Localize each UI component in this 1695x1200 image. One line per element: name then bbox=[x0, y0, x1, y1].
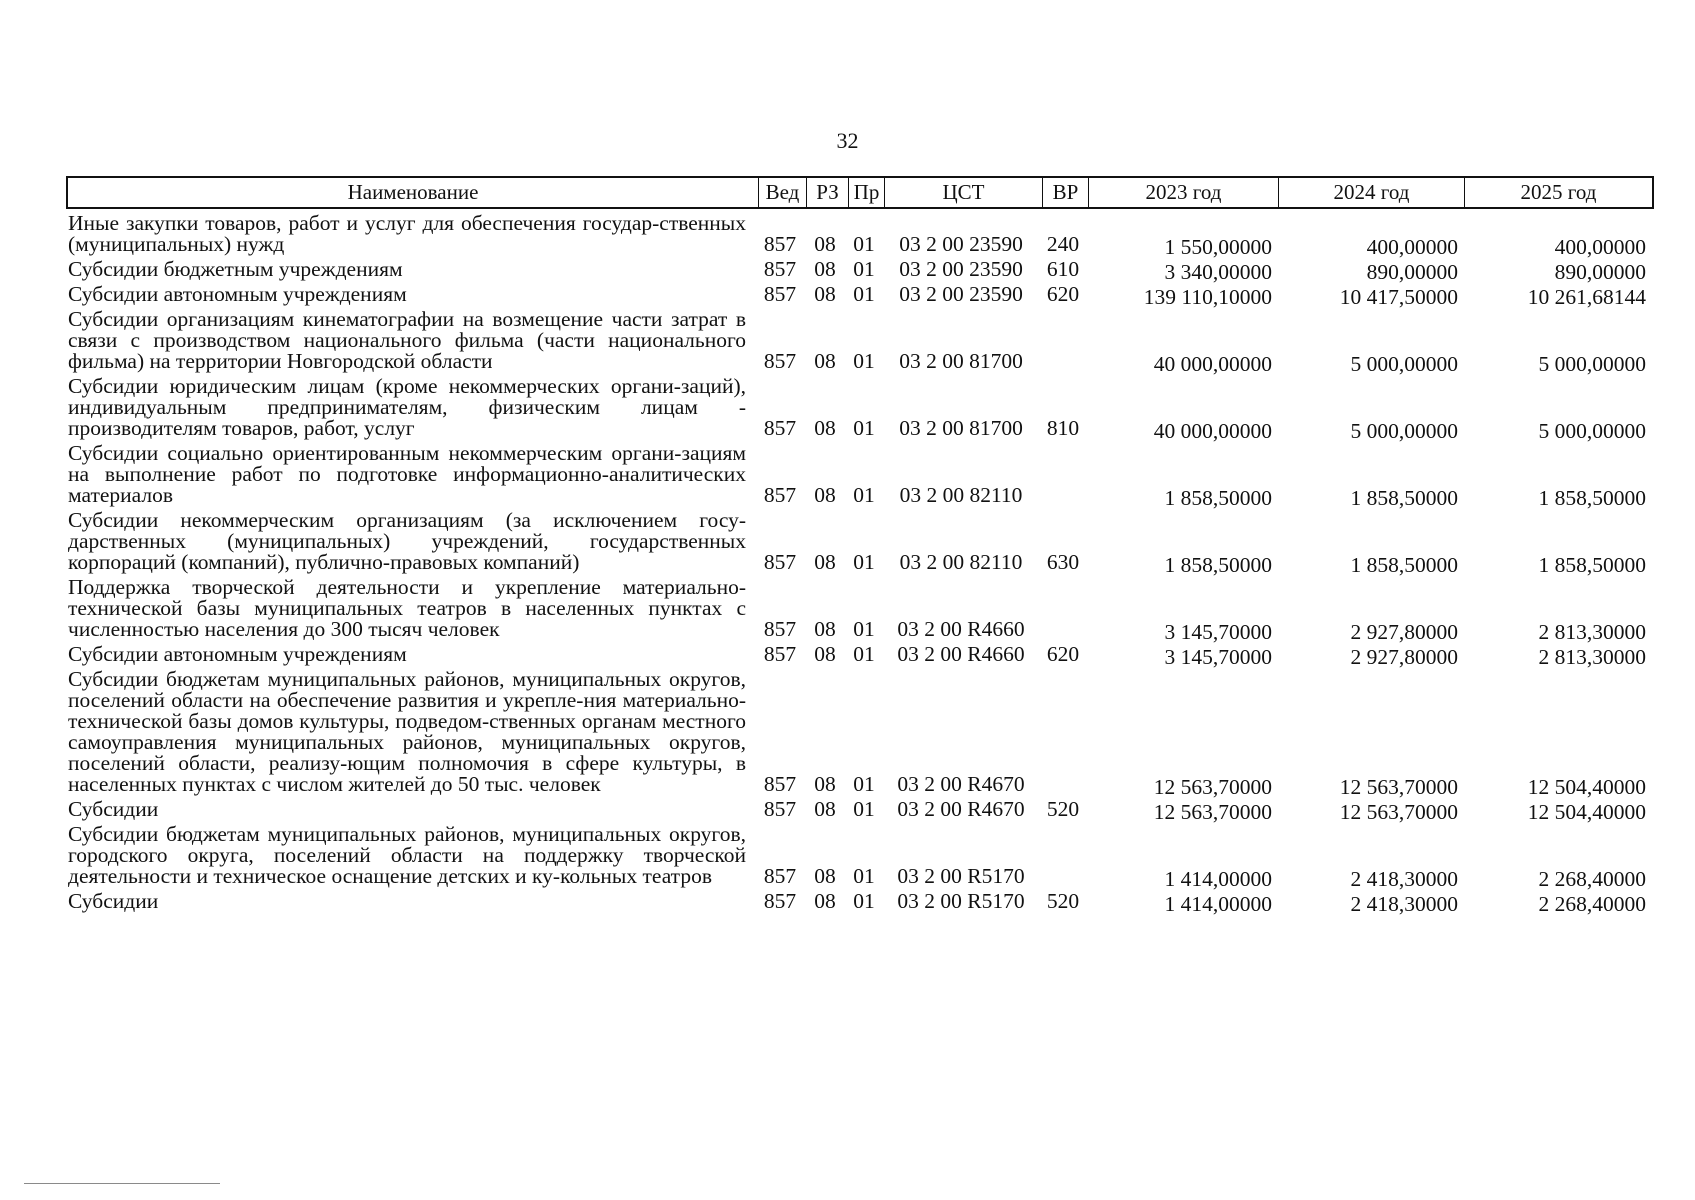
row-ved: 857 bbox=[763, 232, 797, 256]
row-cst: 03 2 00 R4660 bbox=[897, 642, 1025, 666]
row-pr: 01 bbox=[853, 889, 875, 913]
row-rz: 08 bbox=[814, 617, 836, 641]
row-name: Субсидии некоммерческим организациям (за исключением госу-дарственных (муниципальных) учреждений, государственных корпораций (компаний), публично-правовых компаний) bbox=[68, 508, 746, 574]
row-2025-amount: 2 813,30000 bbox=[1538, 620, 1646, 644]
row-2023-amount: 1 858,50000 bbox=[1164, 553, 1272, 577]
row-rz: 08 bbox=[814, 232, 836, 256]
header-2023: 2023 год bbox=[1088, 178, 1278, 207]
row-2024-amount: 5 000,00000 bbox=[1350, 419, 1458, 443]
header-name: Наименование bbox=[347, 180, 479, 204]
row-2023-amount: 3 145,70000 bbox=[1164, 645, 1272, 669]
row-rz: 08 bbox=[814, 349, 836, 373]
row-name: Субсидии bbox=[68, 889, 159, 913]
row-2024-amount: 2 418,30000 bbox=[1350, 892, 1458, 916]
row-vr: 520 bbox=[1046, 889, 1080, 913]
row-2024-amount: 400,00000 bbox=[1366, 235, 1458, 259]
row-ved: 857 bbox=[763, 617, 797, 641]
row-pr: 01 bbox=[853, 617, 875, 641]
row-ved: 857 bbox=[763, 772, 797, 796]
row-2025-amount: 1 858,50000 bbox=[1538, 486, 1646, 510]
row-rz: 08 bbox=[814, 889, 836, 913]
row-cst: 03 2 00 R4670 bbox=[897, 772, 1025, 796]
table-row bbox=[66, 573, 1654, 644]
row-2025-amount: 2 813,30000 bbox=[1538, 645, 1646, 669]
row-ved: 857 bbox=[763, 864, 797, 888]
row-pr: 01 bbox=[853, 349, 875, 373]
budget-table bbox=[66, 176, 1654, 916]
row-2025-amount: 12 504,40000 bbox=[1527, 775, 1646, 799]
row-2024-amount: 2 927,80000 bbox=[1350, 620, 1458, 644]
row-2023-amount: 12 563,70000 bbox=[1153, 775, 1272, 799]
table-row bbox=[66, 506, 1654, 577]
row-2025-amount: 1 858,50000 bbox=[1538, 553, 1646, 577]
row-rz: 08 bbox=[814, 483, 836, 507]
row-cst: 03 2 00 82110 bbox=[899, 483, 1023, 507]
row-pr: 01 bbox=[853, 416, 875, 440]
row-2024-amount: 2 418,30000 bbox=[1350, 867, 1458, 891]
row-cst: 03 2 00 82110 bbox=[899, 550, 1023, 574]
row-vr: 240 bbox=[1046, 232, 1080, 256]
row-ved: 857 bbox=[763, 797, 797, 821]
row-2023-amount: 1 414,00000 bbox=[1164, 892, 1272, 916]
header-vr: ВР bbox=[1042, 178, 1088, 207]
row-ved: 857 bbox=[763, 889, 797, 913]
row-2025-amount: 890,00000 bbox=[1554, 260, 1646, 284]
row-rz: 08 bbox=[814, 864, 836, 888]
row-cst: 03 2 00 23590 bbox=[899, 232, 1023, 256]
row-cst: 03 2 00 81700 bbox=[899, 349, 1023, 373]
row-cst: 03 2 00 23590 bbox=[899, 282, 1023, 306]
row-name: Субсидии автономным учреждениям bbox=[68, 642, 407, 666]
row-2024-amount: 1 858,50000 bbox=[1350, 553, 1458, 577]
page-number: 32 bbox=[836, 128, 859, 153]
header-rz: РЗ bbox=[806, 178, 848, 207]
row-vr: 620 bbox=[1046, 642, 1080, 666]
row-2024-amount: 10 417,50000 bbox=[1339, 285, 1458, 309]
row-rz: 08 bbox=[814, 257, 836, 281]
row-name: Субсидии социально ориентированным некоммерческим органи-зациям на выполнение работ по подготовке информационно-аналитических материалов bbox=[68, 441, 746, 507]
table-header bbox=[66, 176, 1654, 209]
row-ved: 857 bbox=[763, 349, 797, 373]
row-pr: 01 bbox=[853, 797, 875, 821]
row-name: Иные закупки товаров, работ и услуг для обеспечения государ-ственных (муниципальных) нужд bbox=[68, 211, 746, 256]
row-cst: 03 2 00 R5170 bbox=[897, 864, 1025, 888]
row-rz: 08 bbox=[814, 772, 836, 796]
row-cst: 03 2 00 R5170 bbox=[897, 889, 1025, 913]
table-row bbox=[66, 665, 1654, 799]
row-2024-amount: 890,00000 bbox=[1366, 260, 1458, 284]
row-name: Субсидии бюджетам муниципальных районов, муниципальных округов, поселений области на обеспечение развития и укрепле-ния материально-технической базы домов культуры, подведом-ственных органам местного самоуправления муниципальных районов, муниципальных округов, поселений области, реализу-ющим полномочия в сфере культуры, в населенных пунктах с числом жителей до 50 тыс. человек bbox=[68, 667, 746, 796]
header-2025: 2025 год bbox=[1464, 178, 1652, 207]
row-rz: 08 bbox=[814, 550, 836, 574]
row-vr: 630 bbox=[1046, 550, 1080, 574]
row-2023-amount: 40 000,00000 bbox=[1153, 352, 1272, 376]
header-ved: Вед bbox=[758, 178, 806, 207]
row-pr: 01 bbox=[853, 232, 875, 256]
row-2023-amount: 12 563,70000 bbox=[1153, 800, 1272, 824]
table-body bbox=[66, 209, 1654, 916]
row-2024-amount: 2 927,80000 bbox=[1350, 645, 1458, 669]
row-2023-amount: 1 858,50000 bbox=[1164, 486, 1272, 510]
row-2025-amount: 10 261,68144 bbox=[1527, 285, 1646, 309]
row-ved: 857 bbox=[763, 550, 797, 574]
row-2024-amount: 12 563,70000 bbox=[1339, 800, 1458, 824]
row-2023-amount: 3 340,00000 bbox=[1164, 260, 1272, 284]
row-ved: 857 bbox=[763, 282, 797, 306]
table-row bbox=[66, 372, 1654, 443]
row-name: Субсидии автономным учреждениям bbox=[68, 282, 407, 306]
row-pr: 01 bbox=[853, 642, 875, 666]
row-2023-amount: 3 145,70000 bbox=[1164, 620, 1272, 644]
row-pr: 01 bbox=[853, 772, 875, 796]
row-name: Субсидии bbox=[68, 797, 159, 821]
row-name: Субсидии бюджетам муниципальных районов, муниципальных округов, городского округа, поселений области на поддержку творческой деятельности и техническое оснащение детских и ку-кольных театров bbox=[68, 822, 746, 888]
header-cst: ЦСТ bbox=[884, 178, 1042, 207]
header-2024: 2024 год bbox=[1278, 178, 1464, 207]
table-row bbox=[66, 439, 1654, 510]
row-ved: 857 bbox=[763, 642, 797, 666]
row-vr: 520 bbox=[1046, 797, 1080, 821]
row-vr: 620 bbox=[1046, 282, 1080, 306]
row-vr: 810 bbox=[1046, 416, 1080, 440]
row-2025-amount: 5 000,00000 bbox=[1538, 352, 1646, 376]
row-cst: 03 2 00 23590 bbox=[899, 257, 1023, 281]
row-cst: 03 2 00 R4660 bbox=[897, 617, 1025, 641]
table-row bbox=[66, 820, 1654, 891]
row-2023-amount: 1 550,00000 bbox=[1164, 235, 1272, 259]
table-row bbox=[66, 209, 1654, 259]
row-2023-amount: 1 414,00000 bbox=[1164, 867, 1272, 891]
row-2024-amount: 1 858,50000 bbox=[1350, 486, 1458, 510]
row-2024-amount: 12 563,70000 bbox=[1339, 775, 1458, 799]
row-2024-amount: 5 000,00000 bbox=[1350, 352, 1458, 376]
row-ved: 857 bbox=[763, 257, 797, 281]
row-name: Субсидии юридическим лицам (кроме некоммерческих органи-заций), индивидуальным предпринимателям, физическим лицам - производителям товаров, работ, услуг bbox=[68, 374, 746, 440]
row-vr: 610 bbox=[1046, 257, 1080, 281]
row-name: Поддержка творческой деятельности и укрепление материально-технической базы муниципальных театров в населенных пунктах с численностью населения до 300 тысяч человек bbox=[68, 575, 746, 641]
row-rz: 08 bbox=[814, 416, 836, 440]
row-2023-amount: 139 110,10000 bbox=[1143, 285, 1272, 309]
row-name: Субсидии организациям кинематографии на возмещение части затрат в связи с производством национального фильма (части национального фильма) на территории Новгородской области bbox=[68, 307, 746, 373]
row-name: Субсидии бюджетным учреждениям bbox=[68, 257, 403, 281]
row-pr: 01 bbox=[853, 483, 875, 507]
row-2025-amount: 12 504,40000 bbox=[1527, 800, 1646, 824]
row-pr: 01 bbox=[853, 282, 875, 306]
row-ved: 857 bbox=[763, 483, 797, 507]
row-cst: 03 2 00 81700 bbox=[899, 416, 1023, 440]
row-ved: 857 bbox=[763, 416, 797, 440]
row-rz: 08 bbox=[814, 797, 836, 821]
row-2025-amount: 400,00000 bbox=[1554, 235, 1646, 259]
row-2023-amount: 40 000,00000 bbox=[1153, 419, 1272, 443]
row-2025-amount: 2 268,40000 bbox=[1538, 867, 1646, 891]
row-pr: 01 bbox=[853, 550, 875, 574]
row-pr: 01 bbox=[853, 864, 875, 888]
row-cst: 03 2 00 R4670 bbox=[897, 797, 1025, 821]
row-pr: 01 bbox=[853, 257, 875, 281]
row-rz: 08 bbox=[814, 282, 836, 306]
footer-rule bbox=[24, 1183, 220, 1184]
table-row bbox=[66, 305, 1654, 376]
row-rz: 08 bbox=[814, 642, 836, 666]
row-2025-amount: 5 000,00000 bbox=[1538, 419, 1646, 443]
header-pr: Пр bbox=[848, 178, 884, 207]
row-2025-amount: 2 268,40000 bbox=[1538, 892, 1646, 916]
